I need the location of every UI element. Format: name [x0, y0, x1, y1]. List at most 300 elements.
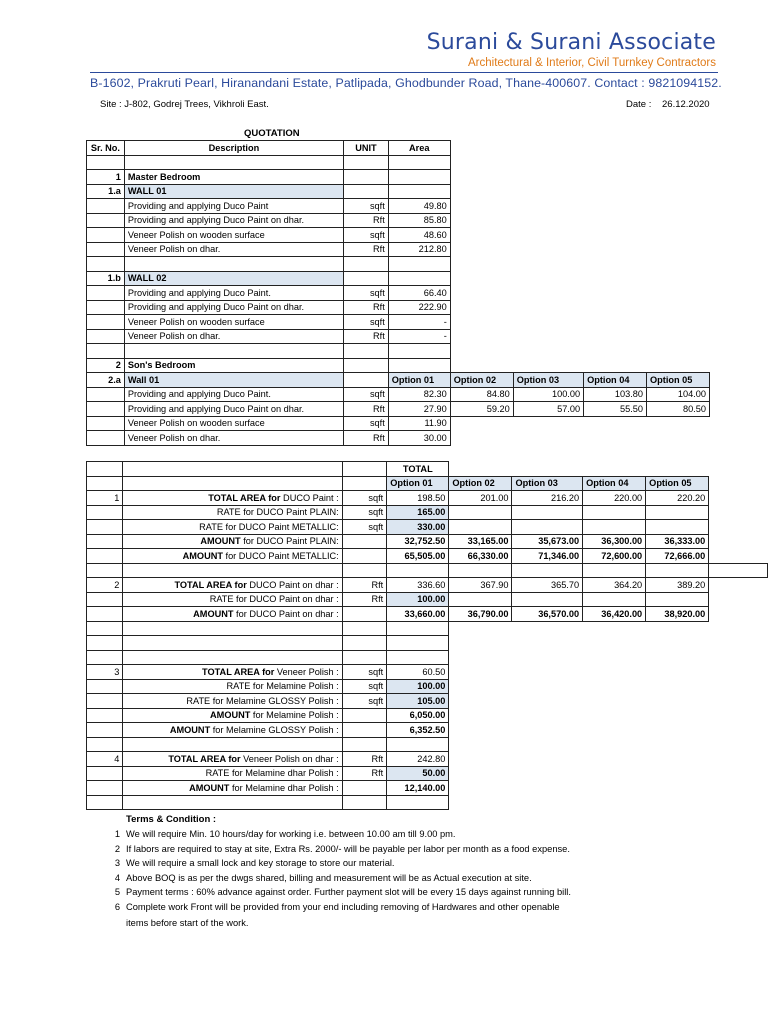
value-cell: 32,752.50 [387, 534, 449, 549]
empty-cell [584, 257, 647, 272]
value-cell: 38,920.00 [646, 607, 709, 622]
empty-cell [646, 520, 709, 535]
description-bold: AMOUNT [182, 550, 223, 561]
empty-cell [647, 155, 710, 170]
empty-cell [87, 344, 125, 359]
unit-cell [344, 184, 389, 199]
empty-cell [512, 636, 583, 651]
value-cell: 35,673.00 [512, 534, 583, 549]
empty-cell [124, 344, 343, 359]
empty-cell [709, 563, 768, 578]
description-cell [123, 578, 342, 593]
sr-no-cell [87, 766, 123, 781]
table-row [87, 228, 768, 243]
empty-cell [87, 621, 123, 636]
area-cell: 85.80 [388, 213, 450, 228]
empty-cell [513, 329, 583, 344]
empty-cell [646, 592, 709, 607]
empty-cell [647, 286, 710, 301]
empty-cell [646, 665, 709, 680]
blank-row [87, 155, 768, 170]
quotation-totals-table [86, 461, 768, 810]
empty-cell [512, 505, 583, 520]
empty-cell [584, 431, 647, 446]
term-continuation: items before start of the work. [126, 917, 249, 928]
unit-cell: sqft [344, 199, 389, 214]
empty-cell [388, 155, 450, 170]
term-number: 2 [114, 843, 120, 854]
empty-cell [647, 344, 710, 359]
area-cell: - [388, 329, 450, 344]
empty-cell [512, 708, 583, 723]
option-header: Option 01 [388, 373, 450, 388]
total-label: TOTAL [387, 462, 449, 477]
column-header: UNIT [344, 141, 389, 156]
empty-cell [449, 621, 512, 636]
empty-cell [513, 184, 583, 199]
description-bold: AMOUNT [200, 536, 241, 547]
empty-cell [646, 737, 709, 752]
empty-cell [342, 476, 387, 491]
empty-cell [709, 795, 768, 810]
description-cell [123, 679, 342, 694]
empty-cell [584, 271, 647, 286]
empty-cell [709, 286, 767, 301]
empty-cell [709, 141, 767, 156]
empty-cell [450, 358, 513, 373]
sr-no-cell: 1.b [87, 271, 125, 286]
description-text: RATE for DUCO Paint METALLIC: [199, 521, 339, 532]
empty-cell [450, 315, 513, 330]
empty-cell [450, 271, 513, 286]
empty-cell [123, 476, 342, 491]
empty-cell [709, 636, 768, 651]
description-text: RATE for DUCO Paint PLAIN: [216, 507, 339, 518]
empty-cell [124, 257, 343, 272]
empty-cell [646, 723, 709, 738]
description-cell: Providing and applying Duco Paint. [124, 286, 343, 301]
term-number: 1 [114, 829, 120, 839]
value-cell: 33,165.00 [449, 534, 512, 549]
description-text: for Melamine GLOSSY Polish : [210, 724, 339, 735]
total-row [87, 766, 768, 781]
total-row [87, 505, 768, 520]
quotation-area-table [86, 140, 768, 446]
option-header: Option 02 [449, 476, 512, 491]
empty-cell [449, 781, 512, 796]
value-cell: 330.00 [387, 520, 449, 535]
value-cell: 198.50 [387, 491, 449, 506]
sr-no-cell [87, 286, 125, 301]
total-row [87, 694, 768, 709]
description-cell [123, 505, 342, 520]
empty-cell [709, 228, 767, 243]
unit-cell [342, 781, 387, 796]
empty-cell [512, 563, 583, 578]
empty-cell [583, 723, 646, 738]
empty-cell [709, 315, 767, 330]
empty-cell [123, 650, 342, 665]
description-cell [123, 708, 342, 723]
empty-cell [647, 242, 710, 257]
empty-cell [449, 650, 512, 665]
total-row [87, 549, 768, 564]
empty-cell [583, 665, 646, 680]
column-header: Area [388, 141, 450, 156]
empty-cell [342, 563, 387, 578]
blank-row [87, 737, 768, 752]
empty-cell [87, 636, 123, 651]
sr-no-cell [87, 213, 125, 228]
empty-cell [584, 213, 647, 228]
option-value-cell: 100.00 [513, 387, 583, 402]
sr-no-cell [87, 679, 123, 694]
unit-cell: sqft [342, 679, 387, 694]
empty-cell [512, 621, 583, 636]
empty-cell [583, 636, 646, 651]
value-cell: 50.00 [387, 766, 449, 781]
empty-cell [709, 213, 767, 228]
empty-cell [450, 141, 513, 156]
description-text: for Melamine dhar Polish : [229, 782, 339, 793]
area-cell: 48.60 [388, 228, 450, 243]
sr-no-cell [87, 329, 125, 344]
option-header: Option 03 [513, 373, 583, 388]
area-cell [388, 170, 450, 185]
term-text: Payment terms : 60% advance against order. Further payment slot will be every 15 days against running bill. [126, 887, 571, 898]
option-header: Option 01 [387, 476, 449, 491]
empty-cell [123, 795, 342, 810]
area-cell: 222.90 [388, 300, 450, 315]
option-value-cell: 103.80 [584, 387, 647, 402]
empty-cell [583, 650, 646, 665]
sr-no-cell: 2 [87, 578, 123, 593]
total-row [87, 708, 768, 723]
total-row [87, 578, 768, 593]
area-cell: 49.80 [388, 199, 450, 214]
total-row [87, 534, 768, 549]
table-row [87, 358, 768, 373]
empty-cell [87, 257, 125, 272]
empty-cell [449, 636, 512, 651]
empty-cell [513, 257, 583, 272]
table-header-row [87, 141, 768, 156]
description-bold: TOTAL AREA for [174, 579, 247, 590]
empty-cell [342, 636, 387, 651]
empty-cell [450, 329, 513, 344]
unit-cell: Rft [342, 766, 387, 781]
empty-cell [344, 257, 389, 272]
description-cell: Providing and applying Duco Paint on dhar. [124, 300, 343, 315]
empty-cell [584, 199, 647, 214]
empty-cell [647, 358, 710, 373]
empty-cell [646, 795, 709, 810]
header-divider [90, 72, 718, 73]
sr-no-cell: 1.a [87, 184, 125, 199]
empty-cell [584, 344, 647, 359]
term-text: If labors are required to stay at site, Extra Rs. 2000/- will be payable per labor per month as a food expense. [126, 843, 570, 854]
column-header: Description [124, 141, 343, 156]
empty-cell [647, 170, 710, 185]
description-cell [123, 549, 342, 564]
unit-cell: sqft [344, 315, 389, 330]
description-text: for Melamine Polish : [250, 710, 339, 721]
empty-cell [513, 213, 583, 228]
company-tagline: Architectural & Interior, Civil Turnkey Contractors [468, 57, 716, 69]
empty-cell [646, 781, 709, 796]
empty-cell [513, 344, 583, 359]
date-value: 26.12.2020 [662, 99, 710, 110]
table-row [87, 387, 768, 402]
empty-cell [450, 155, 513, 170]
empty-cell [583, 520, 646, 535]
empty-cell [709, 329, 767, 344]
value-cell: 105.00 [387, 694, 449, 709]
empty-cell [584, 184, 647, 199]
empty-cell [449, 752, 512, 767]
empty-cell [647, 416, 710, 431]
value-cell: 65,505.00 [387, 549, 449, 564]
sr-no-cell [87, 520, 123, 535]
empty-cell [513, 228, 583, 243]
empty-cell [513, 271, 583, 286]
empty-cell [647, 329, 710, 344]
description-cell [123, 752, 342, 767]
sr-no-cell [87, 199, 125, 214]
sr-no-cell [87, 549, 123, 564]
empty-cell [646, 752, 709, 767]
site-info: Site : J-802, Godrej Trees, Vikhroli East. [100, 99, 269, 110]
description-cell [123, 592, 342, 607]
empty-cell [583, 752, 646, 767]
description-cell: WALL 01 [124, 184, 343, 199]
empty-cell [583, 708, 646, 723]
option-header: Option 04 [584, 373, 647, 388]
empty-cell [512, 795, 583, 810]
unit-cell [342, 607, 387, 622]
empty-cell [449, 766, 512, 781]
empty-cell [387, 636, 449, 651]
description-cell: Veneer Polish on dhar. [124, 431, 343, 446]
sr-no-cell: 2.a [87, 373, 125, 388]
empty-cell [709, 170, 767, 185]
area-cell [388, 358, 450, 373]
total-row [87, 665, 768, 680]
table-row [87, 315, 768, 330]
value-cell: 60.50 [387, 665, 449, 680]
empty-cell [342, 621, 387, 636]
description-text: for DUCO Paint METALLIC: [222, 550, 339, 561]
area-cell: 212.80 [388, 242, 450, 257]
empty-cell [512, 781, 583, 796]
total-row [87, 679, 768, 694]
sr-no-cell [87, 300, 125, 315]
value-cell: 33,660.00 [387, 607, 449, 622]
value-cell: 364.20 [583, 578, 646, 593]
description-cell [123, 665, 342, 680]
empty-cell [709, 462, 768, 477]
value-cell: 72,600.00 [583, 549, 646, 564]
blank-row [87, 621, 768, 636]
term-text: Above BOQ is as per the dwgs shared, billing and measurement will be as Actual execution at site. [126, 872, 532, 883]
value-cell: 36,790.00 [449, 607, 512, 622]
description-text: RATE for Melamine dhar Polish : [205, 768, 339, 779]
value-cell: 201.00 [449, 491, 512, 506]
table-row [87, 431, 768, 446]
empty-cell [584, 300, 647, 315]
option-header: Option 05 [646, 476, 709, 491]
empty-cell [709, 199, 767, 214]
empty-cell [584, 315, 647, 330]
description-cell: Providing and applying Duco Paint [124, 199, 343, 214]
empty-cell [123, 462, 342, 477]
description-cell [123, 694, 342, 709]
empty-cell [123, 737, 342, 752]
quotation-title: QUOTATION [244, 128, 300, 139]
table-row [87, 213, 768, 228]
empty-cell [583, 621, 646, 636]
description-text: DUCO Paint on dhar : [246, 579, 339, 590]
blank-row [87, 795, 768, 810]
empty-cell [709, 737, 768, 752]
description-cell [123, 607, 342, 622]
value-cell: 71,346.00 [512, 549, 583, 564]
unit-cell: Rft [344, 402, 389, 417]
sr-no-cell [87, 431, 125, 446]
unit-cell: Rft [342, 592, 387, 607]
description-cell: Son's Bedroom [124, 358, 343, 373]
unit-cell: sqft [342, 694, 387, 709]
empty-cell [646, 621, 709, 636]
empty-cell [583, 737, 646, 752]
blank-row [87, 563, 768, 578]
description-bold: TOTAL AREA for [208, 492, 281, 503]
unit-cell: sqft [344, 416, 389, 431]
sr-no-cell [87, 781, 123, 796]
empty-cell [709, 621, 768, 636]
empty-cell [450, 213, 513, 228]
empty-cell [513, 170, 583, 185]
empty-cell [584, 170, 647, 185]
empty-cell [512, 462, 583, 477]
description-bold: TOTAL AREA for [202, 666, 275, 677]
empty-cell [646, 679, 709, 694]
unit-cell: Rft [342, 752, 387, 767]
option-value-cell: 104.00 [647, 387, 710, 402]
unit-cell: Rft [344, 431, 389, 446]
unit-cell: sqft [344, 228, 389, 243]
empty-cell [512, 665, 583, 680]
unit-cell [344, 358, 389, 373]
unit-cell: sqft [342, 520, 387, 535]
total-row [87, 781, 768, 796]
description-cell: Providing and applying Duco Paint on dhar. [124, 402, 343, 417]
empty-cell [709, 650, 768, 665]
empty-cell [87, 650, 123, 665]
option-value-cell: 30.00 [388, 431, 450, 446]
empty-cell [387, 650, 449, 665]
empty-cell [87, 737, 123, 752]
empty-cell [513, 431, 583, 446]
description-cell [123, 781, 342, 796]
table-row [87, 300, 768, 315]
empty-cell [387, 563, 449, 578]
empty-cell [123, 563, 342, 578]
empty-cell [450, 300, 513, 315]
description-cell: WALL 02 [124, 271, 343, 286]
empty-cell [647, 141, 710, 156]
sr-no-cell [87, 607, 123, 622]
sr-no-cell: 1 [87, 491, 123, 506]
empty-cell [449, 520, 512, 535]
sr-no-cell [87, 592, 123, 607]
area-cell [388, 271, 450, 286]
empty-cell [646, 563, 709, 578]
description-text: for DUCO Paint PLAIN: [240, 536, 339, 547]
empty-cell [584, 416, 647, 431]
table-row [87, 416, 768, 431]
sr-no-cell: 4 [87, 752, 123, 767]
empty-cell [709, 155, 767, 170]
empty-cell [709, 271, 767, 286]
empty-cell [647, 315, 710, 330]
empty-cell [342, 462, 387, 477]
column-header: Sr. No. [87, 141, 125, 156]
empty-cell [513, 416, 583, 431]
empty-cell [647, 213, 710, 228]
unit-cell [342, 549, 387, 564]
sr-no-cell [87, 242, 125, 257]
empty-cell [449, 462, 512, 477]
empty-cell [512, 679, 583, 694]
empty-cell [512, 650, 583, 665]
description-text: RATE for DUCO Paint on dhar : [209, 594, 339, 605]
sr-no-cell: 1 [87, 170, 125, 185]
empty-cell [450, 184, 513, 199]
option-header: Option 02 [450, 373, 513, 388]
unit-cell: sqft [344, 387, 389, 402]
value-cell: 36,570.00 [512, 607, 583, 622]
empty-cell [709, 300, 767, 315]
empty-cell [87, 476, 123, 491]
description-cell [123, 534, 342, 549]
total-row [87, 607, 768, 622]
empty-cell [583, 505, 646, 520]
unit-cell [344, 271, 389, 286]
empty-cell [647, 431, 710, 446]
empty-cell [647, 199, 710, 214]
description-cell: Providing and applying Duco Paint. [124, 387, 343, 402]
empty-cell [584, 329, 647, 344]
sr-no-cell [87, 315, 125, 330]
empty-cell [647, 257, 710, 272]
option-header: Option 03 [512, 476, 583, 491]
unit-cell: Rft [344, 242, 389, 257]
description-cell: Providing and applying Duco Paint on dhar. [124, 213, 343, 228]
description-bold: AMOUNT [193, 608, 234, 619]
empty-cell [584, 358, 647, 373]
empty-cell [387, 737, 449, 752]
description-cell [123, 520, 342, 535]
value-cell: 6,050.00 [387, 708, 449, 723]
area-cell: - [388, 315, 450, 330]
area-cell: 66.40 [388, 286, 450, 301]
empty-cell [583, 563, 646, 578]
empty-cell [87, 795, 123, 810]
empty-cell [449, 723, 512, 738]
value-cell: 367.90 [449, 578, 512, 593]
empty-cell [513, 315, 583, 330]
